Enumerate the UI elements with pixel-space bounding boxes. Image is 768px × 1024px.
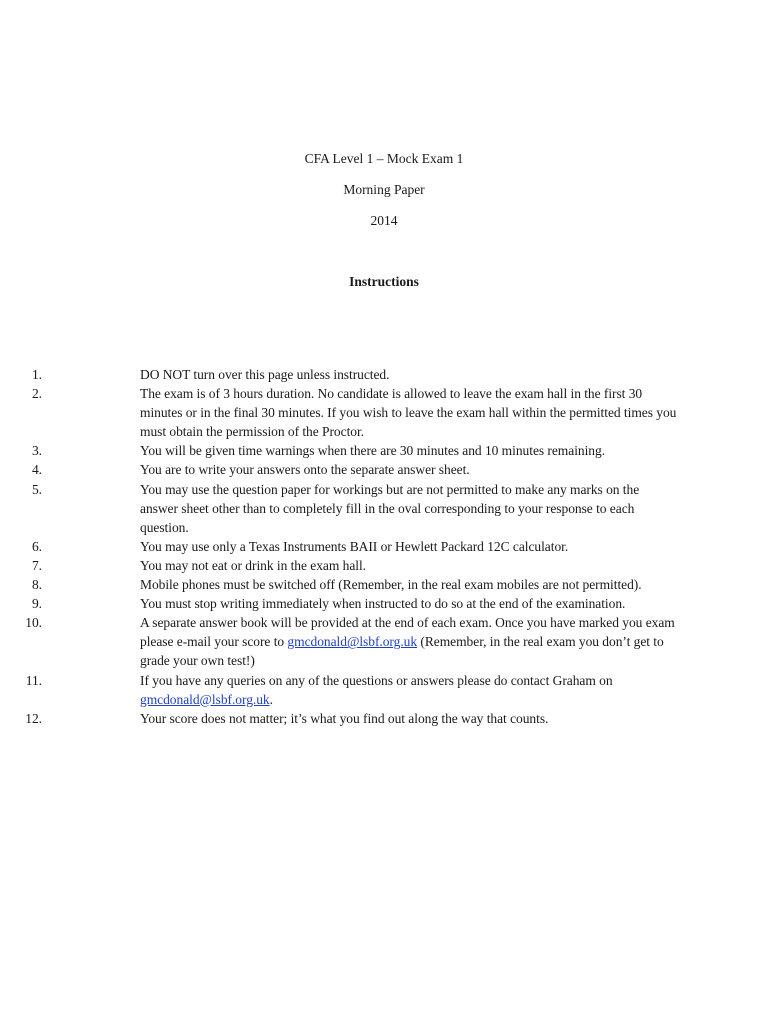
instruction-item-1 <box>0 365 678 384</box>
instruction-text: The exam is of 3 hours duration. No candidate is allowed to leave the exam hall in the first 30 minutes or in the final 30 minutes. If you wish to leave the exam hall within the permitted times you must obtain the permission of the Proctor. <box>140 386 677 440</box>
instruction-text: You may use the question paper for workings but are not permitted to make any marks on the answer sheet other than to completely fill in the oval corresponding to your response to each question. <box>140 481 640 535</box>
instruction-number: 2. <box>31 386 42 402</box>
instruction-text: Your score does not matter; it’s what you find out along the way that counts. <box>140 710 549 726</box>
instruction-item-6 <box>0 537 678 556</box>
instruction-text-after-email: . <box>269 691 273 707</box>
instruction-item-12 <box>0 709 678 728</box>
document-subtitle: Morning Paper <box>343 182 425 197</box>
instruction-number: 5. <box>31 481 42 497</box>
instruction-item-3 <box>0 441 678 460</box>
instructions-list <box>0 365 768 728</box>
instruction-item-10 <box>0 613 678 670</box>
instruction-number: 11. <box>25 672 42 688</box>
document-year: 2014 <box>370 213 398 228</box>
document-title: CFA Level 1 – Mock Exam 1 <box>304 151 464 166</box>
instruction-text: You may not eat or drink in the exam hall. <box>140 557 366 573</box>
instruction-text <box>140 613 678 670</box>
instruction-text: You must stop writing immediately when instructed to do so at the end of the examination. <box>140 596 626 612</box>
instruction-number: 9. <box>31 596 42 612</box>
instruction-number: 6. <box>31 538 42 554</box>
instruction-text: You will be given time warnings when there are 30 minutes and 10 minutes remaining. <box>140 443 606 459</box>
instruction-item-8 <box>0 575 678 594</box>
instruction-number: 1. <box>31 367 42 382</box>
instruction-text: You may use only a Texas Instruments BAII or Hewlett Packard 12C calculator. <box>140 538 569 554</box>
instructions-heading: Instructions <box>349 274 419 289</box>
instruction-number: 8. <box>31 577 42 593</box>
instruction-item-4 <box>0 460 678 479</box>
instruction-number: 10. <box>25 615 42 631</box>
instruction-text: DO NOT turn over this page unless instructed. <box>140 367 390 382</box>
instruction-number: 12. <box>25 710 42 726</box>
instruction-text: Mobile phones must be switched off (Remember, in the real exam mobiles are not permitted). <box>140 577 642 593</box>
instruction-item-7 <box>0 556 678 575</box>
instruction-number: 7. <box>31 557 42 573</box>
email-link[interactable]: gmcdonald@lsbf.org.uk <box>287 634 418 650</box>
instruction-number: 3. <box>31 443 42 459</box>
instruction-number: 4. <box>31 462 42 478</box>
instruction-text <box>140 671 678 709</box>
instruction-text-before-email: A separate answer book will be provided at the end of each exam. Once you have marked you exam please e-mail your score to <box>140 615 675 650</box>
instruction-text-before-email: If you have any queries on any of the questions or answers please do contact Graham on <box>140 672 613 688</box>
instruction-item-9 <box>0 594 678 613</box>
instruction-item-11 <box>0 671 678 709</box>
instruction-text: You are to write your answers onto the separate answer sheet. <box>140 462 470 478</box>
instruction-item-5 <box>0 480 678 537</box>
instruction-item-2 <box>0 384 678 441</box>
instruction-text-after-email: (Remember, in the real exam you don’t get to grade your own test!) <box>140 634 664 669</box>
email-link[interactable]: gmcdonald@lsbf.org.uk <box>140 691 270 707</box>
